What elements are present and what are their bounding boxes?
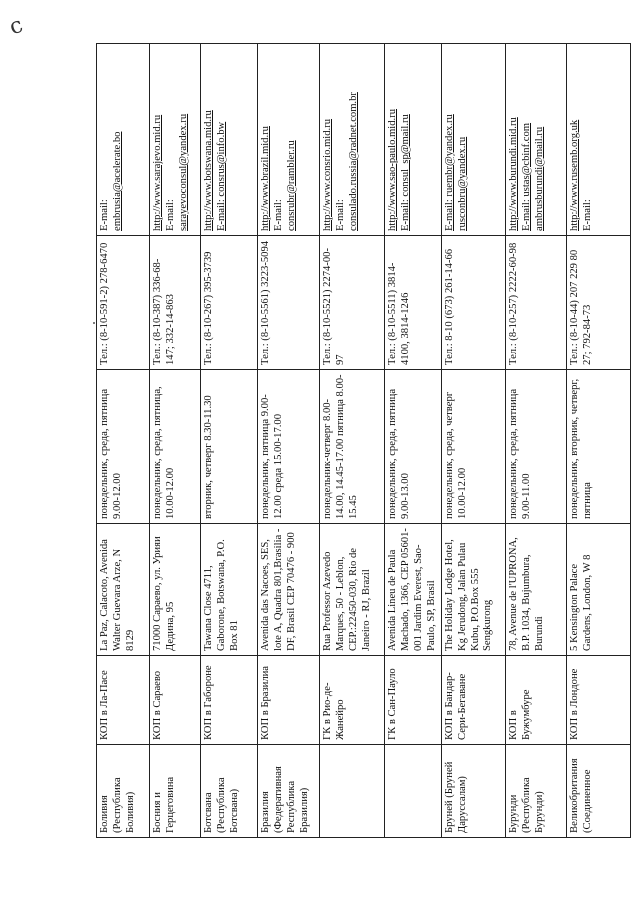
cell-contacts	[320, 44, 385, 236]
handwritten-mark: с	[6, 12, 27, 41]
cell-hours: понедельник, среда, пятница 9.00-12.00	[97, 370, 150, 524]
cell-hours: понедельник, среда, четверг 10.00-12.00	[441, 370, 505, 524]
table-row	[150, 44, 201, 838]
cell-hours: понедельник, вторник, четверг, пятница	[566, 370, 630, 524]
contact-link[interactable]: embrusia@acelerate.bo	[111, 131, 123, 231]
cell-address: Avenida das Nacoes, SES, lote A, Quadra 801,Brasilia - DF, Brasil CEP 70476 - 900	[258, 524, 320, 656]
contact-link[interactable]: http://www.brazil.mid.ru	[260, 126, 271, 231]
cell-phone: Тел.: (8-10-591-2) 278-6470	[97, 236, 150, 370]
scan-speck	[93, 322, 95, 324]
cell-country: Великобритания (Соединенное	[566, 745, 630, 838]
cell-phone: Тел.: (8-10-5521) 2274-00-97	[320, 236, 385, 370]
cell-mission: ГК в Рио-де-Жанейро	[320, 656, 385, 745]
contact-link[interactable]: http://www.consrio.mid.ru	[322, 118, 333, 231]
contact-link[interactable]: http://www.rusemb.org.uk	[568, 119, 580, 231]
cell-country	[385, 745, 442, 838]
cell-contacts	[201, 44, 258, 236]
cell-phone: Тел.: (8-10-44) 207 229 80 27; 792-84-73	[566, 236, 630, 370]
cell-country: Бразилия (Федеративная Республика Бразилия)	[258, 745, 320, 838]
cell-mission: КОП в Бужумбуре	[505, 656, 566, 745]
cell-address: La Paz, Calacoto, Avenida Walter Guevara Arze, N 8129	[97, 524, 150, 656]
cell-address: The Holiday Lodge Hotel, Kg Jerudong, Jalan Pulau Kubu, P.O.Box 555 Sengkurong	[441, 524, 505, 656]
cell-address: 78, Avenue de l'UPRONA, B.P. 1034, Bujumbura, Burundi	[505, 524, 566, 656]
rotated-page	[96, 44, 624, 838]
cell-mission: КОП в Габороне	[201, 656, 258, 745]
cell-mission: КОП в Бразилиа	[258, 656, 320, 745]
cell-hours: вторник, четверг 8.30-11.30	[201, 370, 258, 524]
contact-link[interactable]: E-mail: ustas@cbinf.com	[520, 122, 532, 231]
cell-phone: Тел.: 8-10 (673) 261-14-66	[441, 236, 505, 370]
cell-mission: КОП в Ла-Пасе	[97, 656, 150, 745]
contact-link[interactable]: E-mail: ruembr@yandex.ru	[443, 114, 455, 231]
cell-address: Avenida Lineu de Paula Machado, 1366, CEP 05601-001 Jardim Everest, Sao-Paulo, SP, Brasil	[385, 524, 442, 656]
table-row	[441, 44, 505, 838]
table-row	[320, 44, 385, 838]
cell-mission: ГК в Сан-Пауло	[385, 656, 442, 745]
cell-country: Бурунди (Республика Бурунди)	[505, 745, 566, 838]
cell-contacts	[385, 44, 442, 236]
cell-contacts	[97, 44, 150, 236]
cell-country: Ботсвана (Республика Ботсвана)	[201, 745, 258, 838]
cell-contacts	[505, 44, 566, 236]
cell-country: Бруней (Бруней Даруссалам)	[441, 745, 505, 838]
contact-link[interactable]: consrubr@rambler.ru	[285, 140, 297, 231]
cell-hours: понедельник, среда, пятница, 10.00-12.00	[150, 370, 201, 524]
contact-link[interactable]: http://www.sao-paulo.mid.ru	[387, 108, 398, 231]
contact-label: E-mail:	[334, 199, 346, 231]
contact-link[interactable]: http://www.burundi.mid.ru	[507, 117, 519, 231]
cell-country: Босния и Герцеговина	[150, 745, 201, 838]
cell-phone: Тел.: (8-10-257) 2222-60-98	[505, 236, 566, 370]
contact-link[interactable]: E-mail: consrus@info.bw	[215, 121, 227, 231]
contact-label: E-mail:	[164, 199, 176, 231]
table-row	[97, 44, 150, 838]
cell-phone: Тел.: (8-10-5561) 3223-5094	[258, 236, 320, 370]
contact-link[interactable]: rusconbru@yandex.ru	[456, 136, 468, 231]
cell-address: Rua Professor Azevedo Marques, 50 - Leblon, CEP.:22450-030, Rio de Janeiro - RJ, Brazil	[320, 524, 385, 656]
contact-link[interactable]: sarayevoconsul@yandex.ru	[177, 113, 189, 231]
contact-link[interactable]: http://www.sarajevo.mid.ru	[152, 114, 163, 231]
table-row	[385, 44, 442, 838]
cell-hours: понедельник, среда, пятница 9.00-13.00	[385, 370, 442, 524]
consulates-table	[96, 43, 631, 838]
cell-contacts	[150, 44, 201, 236]
cell-mission: КОП в Лондоне	[566, 656, 630, 745]
table-row	[258, 44, 320, 838]
contact-link[interactable]: ambrusburundi@mail.ru	[533, 126, 545, 231]
cell-hours: понедельник-четверг 8.00-14.00, 14.45-17.00 пятница 8.00-15.45	[320, 370, 385, 524]
cell-hours: понедельник, среда, пятница 9.00-11.00	[505, 370, 566, 524]
cell-phone: Тел.: (8-10-267) 395-3739	[201, 236, 258, 370]
cell-country	[320, 745, 385, 838]
cell-hours: понедельник, пятница 9.00-12.00 среда 15.00-17.00	[258, 370, 320, 524]
cell-phone: Тел.: (8-10-5511) 3814-4100, 3814-1246	[385, 236, 442, 370]
cell-mission: КОП в Сараево	[150, 656, 201, 745]
cell-contacts	[258, 44, 320, 236]
contact-link[interactable]: http://www.botswana.mid.ru	[203, 110, 214, 231]
contact-link[interactable]: consulado.russia@radnet.com.br	[347, 92, 359, 231]
cell-contacts	[441, 44, 505, 236]
cell-country: Боливия (Республика Боливия)	[97, 745, 150, 838]
table-row	[505, 44, 566, 838]
table-row	[566, 44, 630, 838]
cell-address: 71000 Сараево, ул. Урияи Дедина, 95	[150, 524, 201, 656]
table-row	[201, 44, 258, 838]
cell-phone: Тел.: (8-10-387) 336-68-147; 332-14-863	[150, 236, 201, 370]
cell-contacts	[566, 44, 630, 236]
contact-label: E-mail:	[99, 199, 110, 231]
contact-label: E-mail:	[581, 199, 593, 231]
cell-address: Tawana Close 4711, Gaborone, Botswana, P.O. Box 81	[201, 524, 258, 656]
contact-link[interactable]: E-mail: consul_sp@mail.ru	[399, 114, 411, 231]
cell-mission: КОП в Бандар-Сери-Бегаване	[441, 656, 505, 745]
contact-label: E-mail:	[272, 199, 284, 231]
cell-address: 5 Kensington Palace Gardens, London, W 8	[566, 524, 630, 656]
